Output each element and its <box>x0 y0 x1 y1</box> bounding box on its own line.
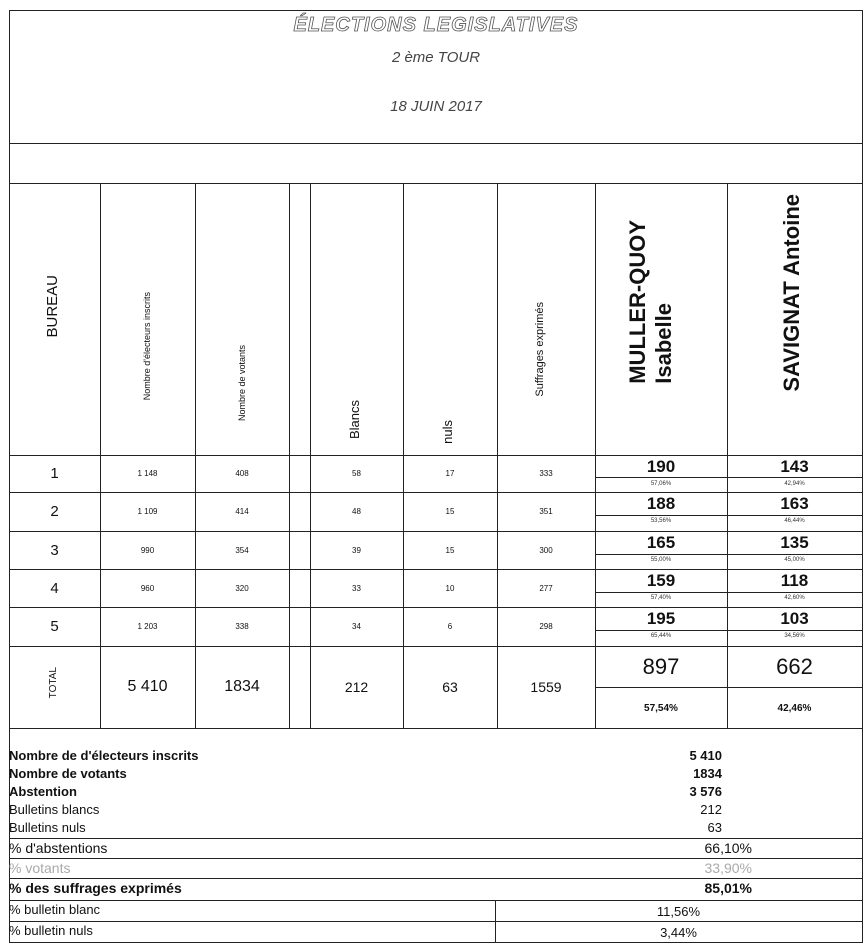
row-2-nuls: 15 <box>445 507 455 516</box>
summary-divider <box>9 878 863 879</box>
summary-abstention-label: Abstention <box>9 784 77 799</box>
summary-votants-label: Nombre de votants <box>9 766 127 781</box>
summary-votants-value: 1834 <box>693 766 722 781</box>
table-top-line <box>9 183 863 184</box>
total-votants: 1834 <box>224 678 260 695</box>
header-votants: Nombre de votants <box>237 345 247 422</box>
row-2-exprimes: 351 <box>539 507 553 516</box>
row-1-c2-pct: 42,94% <box>784 481 805 487</box>
row-4-inscrits: 960 <box>140 583 155 593</box>
row-4-c1-pct: 57,40% <box>650 595 672 601</box>
row-5-votants: 338 <box>235 622 249 631</box>
row-1-votants: 408 <box>235 469 249 478</box>
summary-pct-abstention-value: 66,10% <box>704 840 752 856</box>
row-3-c2-votes: 135 <box>780 532 809 552</box>
row-4-c1-votes: 159 <box>646 570 676 590</box>
total-candidate-2-pct: 42,46% <box>777 702 812 714</box>
candidate-1-firstname: Isabelle <box>651 303 676 384</box>
summary-pct-nuls-label: % bulletin nuls <box>9 923 93 938</box>
header-nuls: nuls <box>440 420 455 444</box>
candidate-1-surname: MULLER-QUOY <box>625 220 650 384</box>
row-5-c1-pct: 65,44% <box>650 633 672 639</box>
row-2-inscrits: 1 109 <box>137 507 158 516</box>
summary-abstention-value: 3 576 <box>689 784 722 799</box>
row-2-c2-votes: 163 <box>780 493 809 513</box>
frame-bottom <box>9 942 863 943</box>
page-title: ÉLECTIONS LEGISLATIVES <box>293 14 579 36</box>
row-3-exprimes: 300 <box>539 545 553 555</box>
row-3-inscrits: 990 <box>140 545 155 555</box>
row-4-blancs: 33 <box>352 583 361 593</box>
row-3-blancs: 39 <box>352 545 361 555</box>
row-4-bureau: 4 <box>50 579 59 597</box>
summary-blancs-value: 212 <box>700 802 722 817</box>
row-1-bureau: 1 <box>50 465 59 482</box>
header-candidate-1 <box>625 220 677 384</box>
summary-pct-abstention-label: % d'abstentions <box>9 840 108 856</box>
table-bottom-line <box>9 728 863 729</box>
summary-pct-votants-label: % votants <box>9 860 71 876</box>
row-3-c2-pct: 45,00% <box>784 557 805 563</box>
header-candidate-2: SAVIGNAT Antoine <box>779 194 804 392</box>
summary-divider <box>9 838 863 839</box>
summary-nuls-value: 63 <box>707 820 722 835</box>
row-3-votants: 354 <box>235 545 249 555</box>
total-label: TOTAL <box>48 667 59 699</box>
header-exprimes: Suffrages exprimés <box>534 302 546 397</box>
header-divider <box>9 143 863 144</box>
summary-pct-exprimes-label: % des suffrages exprimés <box>9 880 182 896</box>
summary-pct-nuls-value: 3,44% <box>660 924 697 940</box>
row-1-inscrits: 1 148 <box>137 469 158 478</box>
header-blancs: Blancs <box>347 400 362 440</box>
row-3-bureau: 3 <box>50 541 59 559</box>
row-2-c1-votes: 188 <box>646 493 676 513</box>
summary-divider <box>9 858 863 859</box>
row-2-blancs: 48 <box>352 507 361 516</box>
row-5-c2-votes: 103 <box>780 608 809 628</box>
row-5-bureau: 5 <box>50 618 59 635</box>
frame-top <box>9 10 863 11</box>
total-nuls: 63 <box>442 679 458 695</box>
row-5-exprimes: 298 <box>539 622 553 631</box>
row-5-nuls: 6 <box>447 622 453 631</box>
row-3-c1-pct: 55,00% <box>650 557 672 563</box>
total-exprimes: 1559 <box>530 679 562 695</box>
row-1-c1-votes: 190 <box>646 456 676 476</box>
row-2-votants: 414 <box>235 507 249 516</box>
summary-nuls-label: Bulletins nuls <box>9 820 86 835</box>
row-4-c2-pct: 42,60% <box>784 595 805 601</box>
row-5-blancs: 34 <box>352 622 361 631</box>
header-bureau: BUREAU <box>44 275 61 338</box>
summary-inscrits-label: Nombre de d'électeurs inscrits <box>9 748 199 763</box>
row-3-nuls: 15 <box>445 545 455 555</box>
row-5-c1-votes: 195 <box>646 608 676 628</box>
total-candidate-2: 662 <box>776 654 813 679</box>
total-blancs: 212 <box>344 679 369 695</box>
row-5-c2-pct: 34,56% <box>784 633 805 639</box>
row-1-nuls: 17 <box>445 469 455 478</box>
row-1-exprimes: 333 <box>539 469 553 478</box>
row-2-c2-pct: 46,44% <box>784 518 805 524</box>
row-4-c2-votes: 118 <box>780 570 809 590</box>
row-2-bureau: 2 <box>50 503 59 520</box>
cell-split <box>595 687 862 688</box>
row-5-inscrits: 1 203 <box>137 622 158 631</box>
row-3-c1-votes: 165 <box>646 532 676 552</box>
summary-inscrits-value: 5 410 <box>689 748 722 763</box>
summary-pct-blanc-label: % bulletin blanc <box>9 902 101 917</box>
summary-blancs-label: Bulletins blancs <box>9 802 100 817</box>
row-1-blancs: 58 <box>352 469 361 478</box>
row-4-exprimes: 277 <box>539 583 553 593</box>
summary-pct-blanc-value: 11,56% <box>656 903 701 919</box>
row-2-c1-pct: 53,56% <box>650 518 672 524</box>
round-label: 2 ème TOUR <box>391 49 481 66</box>
row-4-nuls: 10 <box>445 583 455 593</box>
summary-pct-votants-value: 33,90% <box>704 860 752 876</box>
frame-right <box>862 10 863 942</box>
header-inscrits: Nombre d'électeurs inscrits <box>142 292 152 401</box>
summary-pct-exprimes-value: 85,01% <box>704 880 752 896</box>
total-candidate-1: 897 <box>642 654 680 679</box>
row-4-votants: 320 <box>235 583 249 593</box>
total-inscrits: 5 410 <box>127 678 168 695</box>
row-1-c2-votes: 143 <box>780 456 809 476</box>
date-label: 18 JUIN 2017 <box>390 98 482 115</box>
total-candidate-1-pct: 57,54% <box>644 702 678 714</box>
summary-col-line <box>495 900 496 942</box>
row-1-c1-pct: 57,06% <box>650 481 672 487</box>
